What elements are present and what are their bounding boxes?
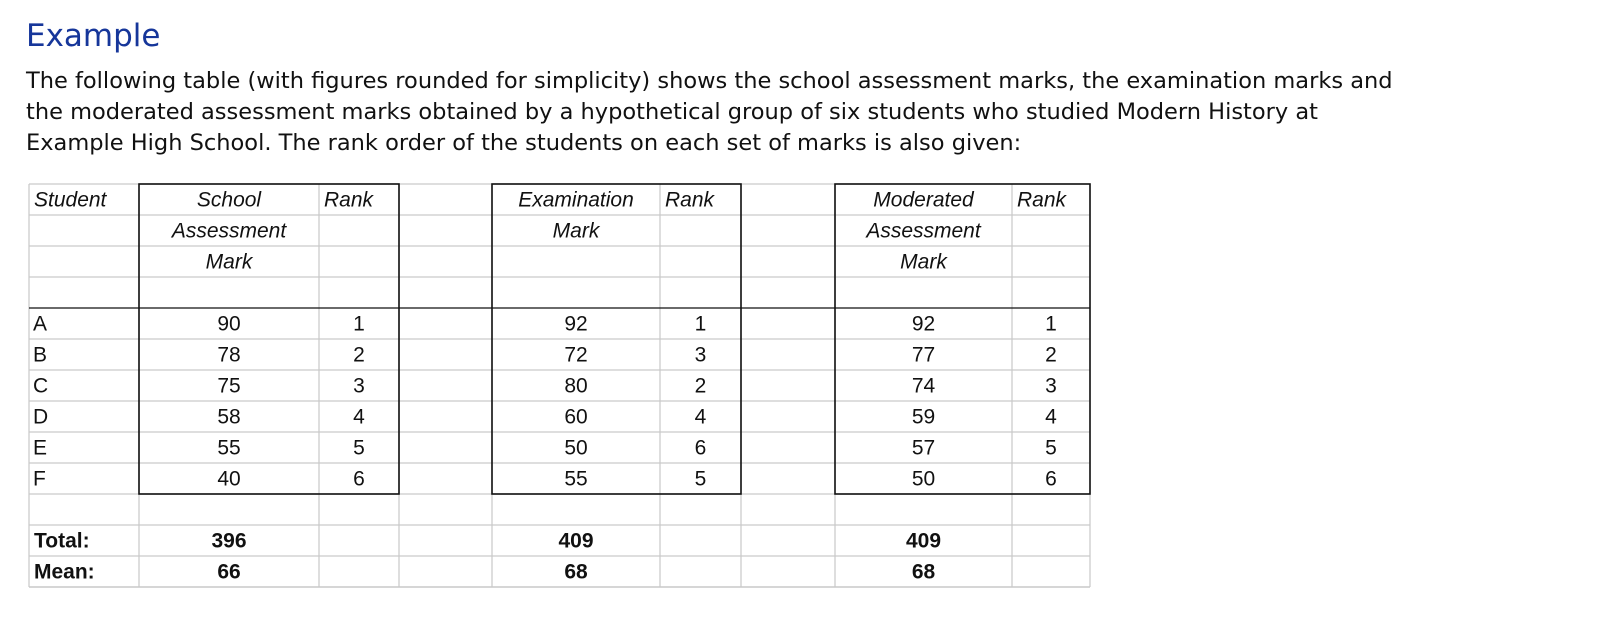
rank-value: 5	[694, 467, 707, 491]
rank-value: 3	[1045, 374, 1057, 398]
summary-value: 409	[905, 529, 942, 553]
mark-value: 60	[564, 405, 588, 429]
rank-value: 1	[1045, 312, 1057, 336]
rank-header: Rank	[324, 188, 374, 212]
intro-line: The following table (with figures rounded for simplicity) shows the school assessment marks, the examination marks and	[26, 68, 1393, 94]
rank-value: 6	[694, 436, 707, 460]
rank-value: 6	[353, 467, 365, 491]
mark-value: 90	[217, 312, 241, 336]
mark-value: 74	[911, 374, 936, 398]
mark-value: 58	[217, 405, 241, 429]
student-label: B	[33, 343, 48, 367]
group-header-line: Examination	[518, 188, 634, 212]
group-header-line: Mark	[552, 219, 600, 243]
summary-label: Total:	[34, 529, 90, 553]
group-header-line: Assessment	[866, 219, 981, 243]
mark-value: 50	[564, 436, 588, 460]
mark-value: 80	[564, 374, 588, 398]
rank-value: 1	[353, 312, 365, 336]
rank-value: 3	[353, 374, 365, 398]
intro-line: the moderated assessment marks obtained by a hypothetical group of six students who studied Modern History at	[26, 99, 1318, 125]
rank-value: 2	[1045, 343, 1057, 367]
student-label: D	[33, 405, 49, 429]
rank-value: 5	[1045, 436, 1057, 460]
student-header: Student	[34, 188, 107, 212]
rank-value: 3	[694, 343, 707, 367]
page-title: Example	[26, 18, 161, 54]
rank-header: Rank	[665, 188, 715, 212]
rank-value: 6	[1045, 467, 1057, 491]
group-header-line: Assessment	[171, 219, 287, 243]
group-header-line: School	[196, 188, 262, 212]
mark-value: 75	[217, 374, 241, 398]
rank-value: 1	[694, 312, 707, 336]
student-label: C	[33, 374, 49, 398]
mark-value: 78	[217, 343, 241, 367]
intro-line: Example High School. The rank order of the students on each set of marks is also given:	[26, 130, 1022, 156]
mark-value: 77	[911, 343, 936, 367]
mark-value: 57	[911, 436, 936, 460]
summary-label: Mean:	[34, 560, 95, 584]
rank-value: 2	[353, 343, 365, 367]
mark-value: 59	[911, 405, 936, 429]
summary-value: 396	[211, 529, 247, 553]
student-label: E	[33, 436, 48, 460]
rank-header: Rank	[1017, 188, 1067, 212]
mark-value: 40	[217, 467, 241, 491]
student-label: F	[33, 467, 46, 491]
summary-value: 66	[217, 560, 241, 584]
mark-value: 72	[564, 343, 588, 367]
rank-value: 2	[694, 374, 707, 398]
mark-value: 55	[564, 467, 588, 491]
rank-value: 4	[694, 405, 707, 429]
summary-value: 68	[911, 560, 936, 584]
rank-value: 5	[353, 436, 365, 460]
mark-value: 50	[911, 467, 936, 491]
rank-value: 4	[353, 405, 365, 429]
group-header-line: Moderated	[873, 188, 974, 212]
summary-value: 68	[564, 560, 588, 584]
student-label: A	[33, 312, 48, 336]
mark-value: 55	[217, 436, 241, 460]
mark-value: 92	[564, 312, 588, 336]
group-header-line: Mark	[900, 250, 947, 274]
group-header-line: Mark	[205, 250, 253, 274]
summary-value: 409	[558, 529, 594, 553]
rank-value: 4	[1045, 405, 1057, 429]
mark-value: 92	[911, 312, 936, 336]
